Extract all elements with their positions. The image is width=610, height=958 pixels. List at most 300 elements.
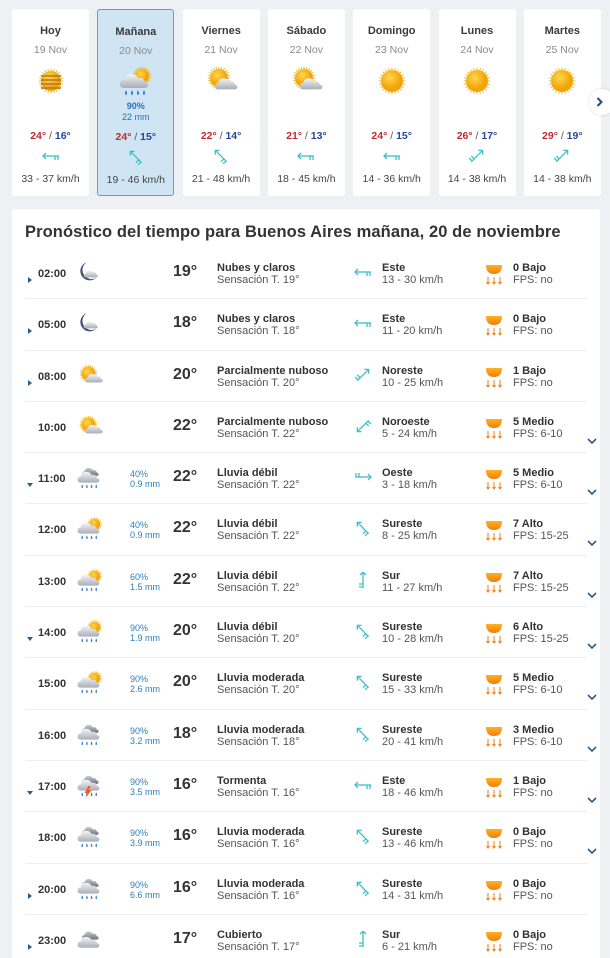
uv-info: [513, 313, 553, 337]
caret-right-icon[interactable]: [27, 937, 33, 943]
precipitation: [130, 623, 160, 643]
haze-sun-icon: [33, 63, 69, 99]
sun-cloud-rain-icon: [118, 64, 154, 100]
day-wind-speed: 21 - 48 km/h: [191, 173, 251, 185]
wind-info: [382, 775, 443, 799]
fps-recommendation: FPS: 6-10: [513, 427, 563, 440]
hourly-row-1600[interactable]: [25, 710, 587, 761]
hour-time: 05:00: [38, 319, 67, 332]
wind-southeast-arrow-icon: [352, 674, 374, 690]
rain-probability: 90%: [130, 879, 149, 890]
uv-info: [513, 467, 563, 491]
hourly-row-1500[interactable]: [25, 658, 587, 709]
wind-info: [382, 570, 442, 594]
rain-probability: 90%: [130, 776, 149, 787]
uv-index-icon: [485, 313, 503, 337]
hourly-row-1000[interactable]: [25, 402, 587, 453]
feels-like: Sensación T. 22°: [217, 427, 300, 440]
hour-temperature: 22°: [173, 468, 198, 486]
southeast-arrow-icon: [125, 149, 147, 165]
hourly-row-2300[interactable]: [25, 915, 587, 958]
rain-amount: 22 mm: [122, 112, 150, 122]
condition: Nubes y claros: [217, 262, 296, 274]
wind-direction: Sureste: [382, 723, 423, 736]
fps-recommendation: FPS: no: [513, 889, 553, 902]
uv-info: [513, 518, 569, 542]
day-temperatures: [183, 130, 260, 144]
northeast-arrow-icon: [551, 148, 573, 164]
wind-southeast-arrow-icon: [352, 828, 374, 844]
fps-recommendation: FPS: 15-25: [513, 633, 569, 646]
min-temp: 19°: [566, 130, 583, 142]
uv-index: 6 Alto: [513, 621, 544, 634]
fps-recommendation: FPS: 15-25: [513, 581, 569, 594]
hourly-row-1200[interactable]: [25, 504, 587, 555]
day-wind-speed: 14 - 36 km/h: [362, 173, 421, 185]
uv-info: [513, 570, 569, 594]
wind-info: [382, 672, 443, 696]
hour-time: 18:00: [38, 832, 67, 845]
precipitation: [130, 572, 160, 592]
feels-like: Sensación T. 22°: [217, 581, 300, 594]
uv-index-icon: [485, 416, 503, 440]
hour-temperature: 22°: [173, 416, 198, 434]
fps-recommendation: FPS: no: [513, 274, 553, 286]
hour-temperature: 18°: [173, 314, 198, 332]
condition: Lluvia débil: [217, 569, 278, 582]
uv-index: 0 Bajo: [513, 262, 547, 274]
wind-southeast-arrow-icon: [352, 880, 374, 896]
day-name: Martes: [544, 25, 581, 37]
min-temp: 14°: [225, 130, 242, 142]
sun-cloud-icon: [76, 413, 104, 441]
wind-southeast-arrow-icon: [352, 726, 374, 742]
uv-index-icon: [485, 262, 503, 286]
moon-cloud-icon: [76, 310, 104, 338]
day-wind-speed: 18 - 45 km/h: [277, 173, 336, 185]
fps-recommendation: FPS: 15-25: [513, 530, 569, 543]
fps-recommendation: FPS: 6-10: [513, 684, 563, 697]
uv-index-icon: [485, 621, 503, 645]
temp-separator: /: [131, 131, 141, 143]
condition: Tormenta: [217, 774, 267, 787]
precipitation: [130, 726, 160, 746]
caret-right-icon[interactable]: [27, 373, 33, 379]
hour-temperature: 20°: [173, 622, 198, 640]
hourly-row-1100[interactable]: [25, 453, 587, 504]
day-card-2[interactable]: [183, 9, 260, 196]
sun-icon: [544, 63, 580, 99]
hourly-row-1300[interactable]: [25, 556, 587, 607]
condition: Lluvia moderada: [217, 877, 305, 890]
condition: Lluvia débil: [217, 467, 278, 480]
hour-time: 08:00: [38, 370, 67, 383]
wind-east-arrow-icon: [352, 315, 374, 331]
day-card-1[interactable]: [97, 9, 174, 196]
hourly-row-1700[interactable]: [25, 761, 587, 812]
min-temp: 16°: [54, 130, 71, 142]
uv-index: 1 Bajo: [513, 774, 547, 787]
wind-direction: Este: [382, 313, 406, 326]
condition: Parcialmente nuboso: [217, 415, 329, 428]
condition: Lluvia moderada: [217, 826, 305, 839]
rain-amount: 3.5 mm: [130, 786, 161, 797]
chevron-down-icon[interactable]: [587, 842, 597, 850]
day-temperatures: [524, 130, 601, 144]
feels-like: Sensación T. 22°: [217, 479, 300, 492]
day-name: Mañana: [115, 26, 157, 38]
precipitation: [130, 674, 160, 694]
sun-cloud-rain-icon: [76, 515, 104, 543]
hourly-row-1400[interactable]: [25, 607, 587, 658]
hourly-row-0800[interactable]: [25, 351, 587, 402]
thunderstorm-icon: [76, 772, 104, 800]
hour-temperature: 20°: [173, 365, 198, 383]
chevron-down-icon[interactable]: [587, 791, 597, 799]
fps-recommendation: FPS: no: [513, 838, 553, 851]
feels-like: Sensación T. 22°: [217, 530, 300, 543]
hourly-forecast-title: Pronóstico del tiempo para Buenos Aires mañana, 20 de noviembre: [25, 223, 561, 241]
sun-cloud-icon: [76, 362, 104, 390]
overcast-icon: [76, 926, 104, 954]
max-temp: 24°: [371, 130, 388, 142]
max-temp: 21°: [286, 130, 302, 142]
weather-description: [217, 621, 299, 645]
rain-probability: 90%: [130, 674, 149, 685]
uv-index: 3 Medio: [513, 723, 554, 736]
hour-time: 23:00: [38, 934, 67, 947]
wind-direction: Sur: [382, 569, 401, 582]
northeast-arrow-icon: [466, 148, 488, 164]
sun-cloud-rain-icon: [76, 669, 104, 697]
weather-description: [217, 724, 304, 748]
chevron-right-icon: [596, 97, 604, 107]
chevron-down-icon[interactable]: [587, 688, 597, 696]
wind-direction: Sur: [382, 928, 401, 941]
weather-description: [217, 570, 299, 594]
hourly-forecast-card: [12, 209, 600, 958]
day-card-4[interactable]: [353, 9, 430, 196]
fps-recommendation: FPS: no: [513, 940, 553, 953]
wind-info: [382, 878, 443, 902]
next-days-button[interactable]: [589, 89, 610, 115]
wind-south-arrow-icon: [352, 931, 374, 947]
day-wind-speed: 14 - 38 km/h: [533, 173, 592, 185]
uv-index-icon: [485, 672, 503, 696]
uv-index-icon: [485, 570, 503, 594]
rain-probability: 40%: [130, 520, 149, 531]
partly-cloudy-icon: [288, 63, 324, 99]
weather-description: [217, 826, 304, 850]
east-arrow-icon: [40, 148, 62, 164]
max-temp: 29°: [542, 130, 558, 142]
max-temp: 22°: [200, 130, 217, 142]
east-arrow-icon: [295, 148, 317, 164]
wind-southeast-arrow-icon: [352, 623, 374, 639]
cloud-rain-icon: [76, 721, 104, 749]
hour-temperature: 19°: [173, 263, 198, 280]
feels-like: Sensación T. 16°: [217, 786, 300, 799]
day-date: 20 Nov: [119, 45, 153, 57]
temp-separator: /: [216, 130, 226, 142]
min-temp: 15°: [140, 131, 157, 143]
uv-index-icon: [485, 365, 503, 389]
sun-icon: [459, 63, 495, 99]
weather-description: [217, 416, 328, 440]
sun-cloud-rain-icon: [76, 618, 104, 646]
wind-speed: 11 - 27 km/h: [382, 581, 443, 594]
max-temp: 24°: [30, 130, 47, 142]
weather-description: [217, 518, 299, 542]
day-card-0[interactable]: [12, 9, 89, 196]
daily-forecast-strip: [12, 9, 610, 196]
condition: Lluvia débil: [217, 621, 278, 634]
hour-temperature: 22°: [173, 570, 198, 588]
hour-time: 11:00: [38, 473, 66, 486]
caret-down-icon[interactable]: [27, 475, 33, 481]
hour-time: 15:00: [38, 678, 67, 691]
hourly-row-2000[interactable]: [25, 864, 587, 915]
wind-east-arrow-icon: [352, 777, 374, 793]
rain-amount: 0.9 mm: [130, 479, 161, 490]
east-arrow-icon: [381, 148, 403, 164]
wind-info: [382, 518, 437, 542]
chevron-down-icon[interactable]: [587, 483, 597, 491]
fps-recommendation: FPS: 6-10: [513, 479, 563, 492]
rain-amount: 0.9 mm: [130, 530, 161, 541]
wind-info: [382, 724, 443, 748]
wind-northwest-arrow-icon: [352, 418, 374, 434]
fps-recommendation: FPS: no: [513, 786, 553, 799]
hourly-row-1800[interactable]: [25, 812, 587, 863]
wind-direction: Sureste: [382, 518, 423, 531]
hour-time: 17:00: [38, 780, 67, 793]
min-temp: 17°: [481, 130, 498, 142]
day-name: Sábado: [286, 25, 327, 37]
hour-temperature: 16°: [173, 775, 198, 793]
min-temp: 13°: [310, 130, 327, 142]
uv-index: 5 Medio: [513, 467, 554, 480]
day-name: Domingo: [367, 25, 416, 37]
wind-speed: 10 - 28 km/h: [382, 633, 444, 646]
uv-info: [513, 416, 563, 440]
sun-icon: [374, 63, 410, 99]
southeast-arrow-icon: [210, 148, 232, 164]
feels-like: Sensación T. 19°: [217, 274, 300, 286]
hour-time: 16:00: [38, 729, 67, 742]
wind-info: [382, 313, 442, 337]
wind-speed: 11 - 20 km/h: [382, 325, 443, 338]
hourly-row-0500[interactable]: [25, 299, 587, 350]
rain-amount: 1.9 mm: [130, 633, 161, 644]
max-temp: 24°: [115, 131, 132, 143]
chevron-down-icon[interactable]: [587, 637, 597, 645]
hour-temperature: 17°: [173, 929, 198, 947]
precipitation: [130, 777, 160, 797]
uv-index-icon: [485, 826, 503, 850]
wind-speed: 15 - 33 km/h: [382, 684, 444, 697]
uv-index-icon: [485, 878, 503, 902]
temp-separator: /: [387, 130, 397, 142]
wind-speed: 8 - 25 km/h: [382, 530, 438, 543]
condition: Nubes y claros: [217, 313, 296, 326]
uv-index: 5 Medio: [513, 415, 554, 428]
precipitation: [130, 828, 160, 848]
wind-direction: Este: [382, 262, 406, 274]
day-wind-speed: 14 - 38 km/h: [447, 173, 507, 185]
precipitation: [130, 469, 160, 489]
rain-amount: 3.2 mm: [130, 735, 161, 746]
chevron-down-icon[interactable]: [587, 432, 597, 440]
sun-cloud-rain-icon: [76, 567, 104, 595]
wind-speed: 5 - 24 km/h: [382, 427, 438, 440]
caret-down-icon[interactable]: [27, 629, 33, 635]
rain-probability: 90%: [130, 828, 149, 839]
wind-southeast-arrow-icon: [352, 520, 374, 536]
wind-info: [382, 365, 443, 389]
rain-amount: 6.6 mm: [130, 889, 161, 900]
uv-index: 7 Alto: [513, 518, 544, 531]
wind-info: [382, 929, 437, 953]
moon-cloud-icon: [76, 259, 104, 287]
day-name: Viernes: [201, 25, 241, 37]
uv-info: [513, 878, 553, 902]
weather-description: [217, 262, 299, 286]
wind-speed: 20 - 41 km/h: [382, 735, 444, 748]
weather-description: [217, 775, 299, 799]
fps-recommendation: FPS: 6-10: [513, 735, 563, 748]
hour-time: 20:00: [38, 883, 67, 896]
day-temperatures: [12, 130, 89, 144]
caret-right-icon[interactable]: [27, 886, 33, 892]
caret-right-icon[interactable]: [27, 321, 33, 327]
uv-info: [513, 365, 553, 389]
wind-speed: 10 - 25 km/h: [382, 376, 444, 389]
rain-amount: 1.5 mm: [130, 581, 161, 592]
temp-separator: /: [302, 130, 311, 142]
day-temperatures: [353, 130, 430, 144]
wind-direction: Este: [382, 774, 406, 787]
temp-separator: /: [472, 130, 482, 142]
wind-direction: Sureste: [382, 826, 423, 839]
day-card-3[interactable]: [268, 9, 345, 196]
uv-index-icon: [485, 724, 503, 748]
day-temperatures: [98, 131, 173, 145]
day-temperatures: [268, 130, 345, 144]
hour-time: 12:00: [38, 524, 67, 537]
hour-temperature: 20°: [173, 673, 198, 691]
uv-index-icon: [485, 775, 503, 799]
feels-like: Sensación T. 20°: [217, 633, 300, 646]
uv-index: 5 Medio: [513, 672, 554, 685]
wind-direction: Noreste: [382, 364, 423, 377]
wind-direction: Sureste: [382, 621, 423, 634]
condition: Lluvia moderada: [217, 723, 305, 736]
hour-time: 14:00: [38, 627, 67, 640]
condition: Lluvia moderada: [217, 672, 305, 685]
rain-probability: 60%: [130, 571, 149, 582]
hourly-forecast-list: [25, 248, 587, 958]
uv-info: [513, 775, 553, 799]
feels-like: Sensación T. 16°: [217, 838, 300, 851]
uv-index-icon: [485, 467, 503, 491]
weather-description: [217, 313, 299, 337]
fps-recommendation: FPS: no: [513, 376, 553, 389]
hourly-row-0200[interactable]: [25, 248, 587, 299]
rain-probability: 90%: [130, 725, 149, 736]
rain-amount: 2.6 mm: [130, 684, 161, 695]
wind-speed: 18 - 46 km/h: [382, 786, 444, 799]
chevron-down-icon[interactable]: [587, 586, 597, 594]
uv-info: [513, 262, 553, 286]
uv-info: [513, 621, 569, 645]
weather-description: [217, 672, 304, 696]
cloud-rain-icon: [76, 875, 104, 903]
hour-temperature: 16°: [173, 878, 198, 896]
hour-time: 10:00: [38, 421, 67, 434]
temp-separator: /: [46, 130, 55, 142]
uv-info: [513, 672, 563, 696]
wind-direction: Oeste: [382, 467, 413, 480]
fps-recommendation: FPS: no: [513, 325, 553, 338]
chevron-down-icon[interactable]: [587, 740, 597, 748]
wind-info: [382, 467, 437, 491]
caret-down-icon[interactable]: [27, 783, 33, 789]
day-date: 21 Nov: [204, 44, 238, 56]
wind-speed: 14 - 31 km/h: [382, 889, 444, 902]
hour-temperature: 16°: [173, 827, 198, 845]
hour-temperature: 18°: [173, 724, 198, 742]
uv-index: 7 Alto: [513, 569, 544, 582]
caret-right-icon[interactable]: [27, 270, 33, 276]
rain-probability: 90%: [126, 101, 145, 111]
day-temperatures: [439, 130, 516, 144]
hour-temperature: 22°: [173, 519, 198, 537]
day-name: Hoy: [40, 25, 61, 37]
weather-description: [217, 878, 304, 902]
wind-direction: Noroeste: [382, 415, 430, 428]
weather-description: [217, 467, 299, 491]
wind-east-arrow-icon: [352, 264, 374, 280]
precipitation: [130, 880, 160, 900]
wind-info: [382, 826, 443, 850]
day-date: 24 Nov: [460, 44, 494, 56]
wind-south-arrow-icon: [352, 572, 374, 588]
wind-northeast-arrow-icon: [352, 367, 374, 383]
wind-info: [382, 621, 443, 645]
wind-speed: 13 - 46 km/h: [382, 838, 444, 851]
wind-speed: 13 - 30 km/h: [382, 274, 444, 286]
wind-info: [382, 262, 443, 286]
day-wind-speed: 19 - 46 km/h: [106, 174, 165, 186]
partly-cloudy-icon: [203, 63, 239, 99]
day-card-5[interactable]: [439, 9, 516, 196]
feels-like: Sensación T. 18°: [217, 735, 300, 748]
precipitation: [130, 520, 160, 540]
uv-index-icon: [485, 518, 503, 542]
min-temp: 15°: [396, 130, 412, 142]
uv-index: 0 Bajo: [513, 877, 547, 890]
wind-direction: Sureste: [382, 672, 423, 685]
wind-speed: 6 - 21 km/h: [382, 940, 438, 953]
feels-like: Sensación T. 18°: [217, 325, 300, 338]
uv-index: 0 Bajo: [513, 928, 547, 941]
feels-like: Sensación T. 17°: [217, 940, 300, 953]
chevron-down-icon[interactable]: [587, 534, 597, 542]
uv-index: 0 Bajo: [513, 313, 547, 326]
feels-like: Sensación T. 20°: [217, 376, 300, 389]
weather-description: [217, 365, 328, 389]
